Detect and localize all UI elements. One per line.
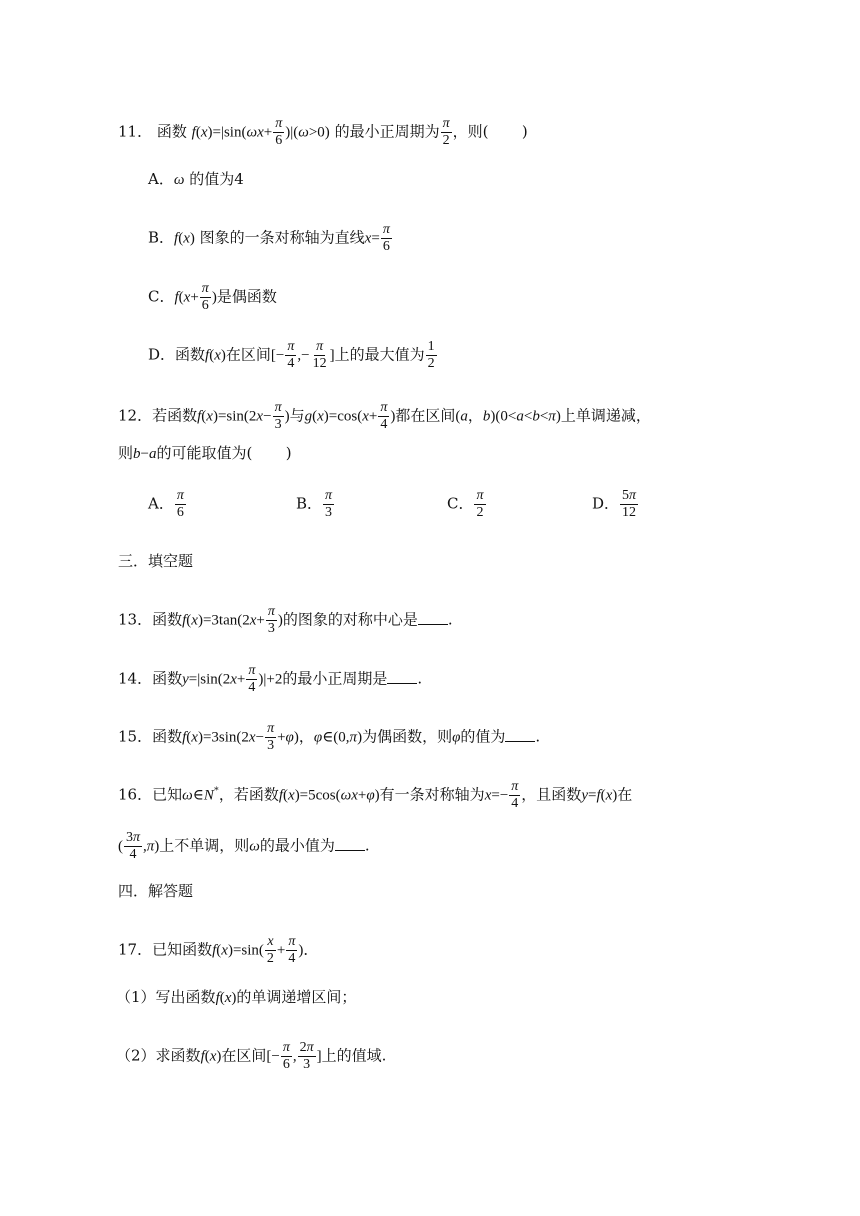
q14: 14．函数y=|sin(2x+ $\frac{\pi}{4}$ )|+2的最小正周期是 . [118, 663, 423, 695]
q16: 16．已知ω∈N*，若函数f(x)=5cos(ωx+φ)有一条对称轴为x=− $\frac{\pi}{4}$ ，且函数y=f(x)在 [118, 779, 633, 811]
q12-option-b: B． $\frac{\pi}{3}$ [296, 488, 333, 520]
answer-blank[interactable] [418, 610, 448, 625]
q12-option-a: A． $\frac{\pi}{6}$ [148, 488, 184, 520]
q11-stem: 11． 函数 f(x)=|sin(ωx+ $\frac{\pi}{6}$ )|(ω>0) 的最小正周期为 $\frac{\pi}{2}$ ，则( ) [118, 116, 528, 148]
q17-part1: （1）写出函数f(x)的单调递增区间； [116, 988, 357, 1006]
q16-line2: ( $\frac{3\pi}{4}$ ,π)上不单调，则ω的最小值为 . [118, 830, 370, 862]
q17: 17．已知函数f(x)=sin( $\frac{x}{2}$ + $\frac{\pi}{4}$ )． [118, 934, 319, 966]
q11-option-d: D．函数f(x)在区间[− $\frac{\pi}{4}$ ,− $\frac{\pi}{12}$ ]上的最大值为 $\frac{1}{2}$ [148, 339, 435, 371]
q12-option-c: C． $\frac{\pi}{2}$ [447, 488, 484, 520]
q12-option-d: D． $\frac{5\pi}{12}$ [592, 488, 637, 520]
q13: 13．函数f(x)=3tan(2x+ $\frac{\pi}{3}$ )的图象的对称中心是 . [118, 604, 453, 636]
formula: f [191, 124, 196, 141]
q12-options [148, 488, 768, 528]
fraction: $\frac{\pi}{6}$ [201, 281, 209, 313]
answer-blank[interactable] [387, 669, 417, 684]
fraction: $\frac{\pi}{6}$ [382, 222, 390, 254]
section-heading-fill-in: 三．填空题 [118, 552, 194, 570]
q11-option-b: B．f(x) 图象的一条对称轴为直线x= $\frac{\pi}{6}$ [148, 222, 390, 254]
answer-blank[interactable] [505, 727, 535, 742]
section-heading-answer: 四．解答题 [118, 882, 194, 900]
fraction: $\frac{\pi}{6}$ [275, 116, 283, 148]
fraction: $\frac{\pi}{2}$ [442, 116, 450, 148]
q12-stem: 12．若函数f(x)=sin(2x− $\frac{\pi}{3}$ )与g(x)=cos(x+ $\frac{\pi}{4}$ )都在区间(a，b)(0<a<b<π)上单调递减， [118, 400, 651, 432]
q15: 15．函数f(x)=3sin(2x− $\frac{\pi}{3}$ +φ)，φ∈(0,π)为偶函数，则φ的值为 . [118, 721, 541, 753]
q17-part2: （2）求函数f(x)在区间[− $\frac{\pi}{6}$ , $\frac{2\pi}{3}$ ]上的值域. [116, 1040, 387, 1072]
question-number: 11． [118, 122, 153, 141]
question-number: 12． [118, 406, 153, 425]
q11-option-c: C．f(x+ $\frac{\pi}{6}$ )是偶函数 [148, 281, 277, 313]
q11-option-a: A．ω 的值为4 [148, 170, 244, 188]
answer-blank[interactable] [335, 836, 365, 851]
q12-stem-line2: 则b−a的可能取值为( ) [118, 444, 292, 462]
